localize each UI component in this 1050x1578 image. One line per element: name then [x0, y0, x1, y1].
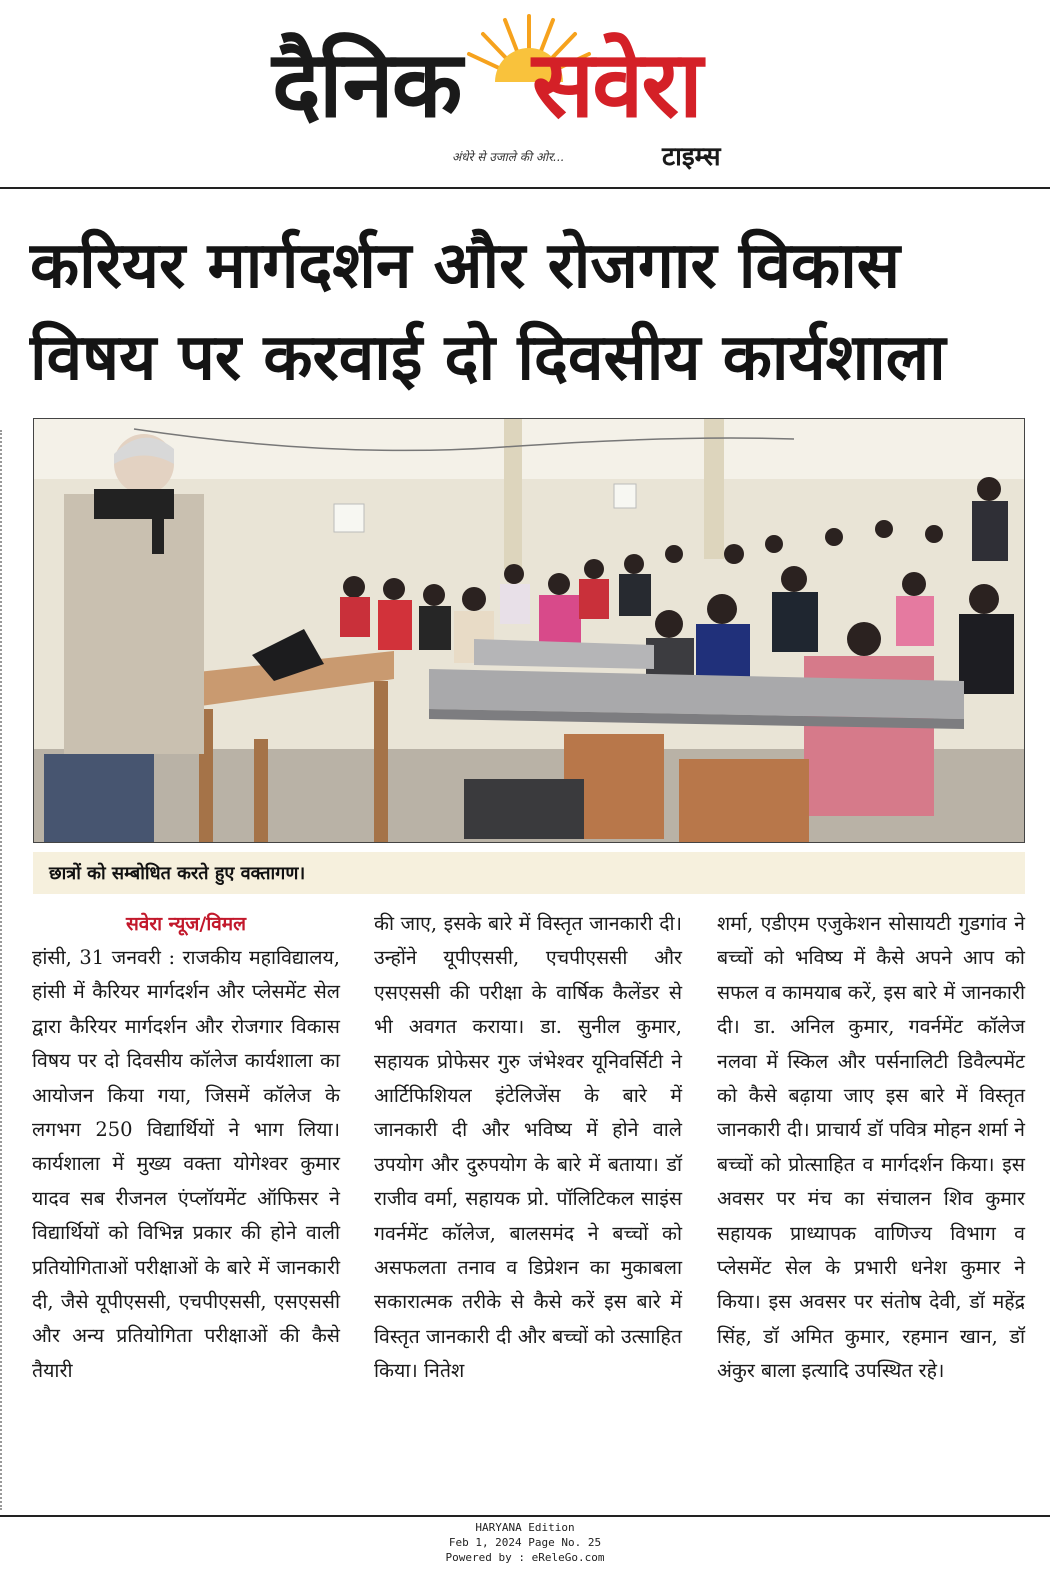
photo-caption: छात्रों को सम्बोधित करते हुए वक्तागण।: [49, 863, 306, 884]
logo-tagline: अंधेरे से उजाले की ओर...: [452, 150, 565, 164]
footer-divider: [0, 1515, 1050, 1517]
masthead: [0, 0, 1050, 188]
article-column-1: [32, 907, 340, 1388]
headline: करियर मार्गदर्शन और रोजगार विकास विषय पर करवाई दो दिवसीय कार्यशाला: [30, 229, 946, 395]
logo-name-part-2: सवेरा: [532, 31, 701, 138]
article-column-1-text: हांसी, 31 जनवरी : राजकीय महाविद्यालय, हांसी में कैरियर मार्गदर्शन और प्लेसमेंट सेल द्वारा कैरियर मार्गदर्शन और रोजगार विकास विषय पर दो दिवसीय कॉलेज कार्यशाला का आयोजन किया गया, जिसमें कॉलेज के लगभग 250 विद्यार्थियों ने भाग लिया। कार्यशाला में मुख्य वक्ता योगेश्वर कुमार यादव सब रीजनल एंप्लॉयमेंट ऑफिसर ने विद्यार्थियों को विभिन्न प्रकार की होने वाली प्रतियोगिताओं परीक्षाओं के बारे में जानकारी दी, जैसे यूपीएससी, एचपीएससी, एसएससी और अन्य प्रतियोगिता परीक्षाओं की कैसे तैयारी: [32, 946, 340, 1382]
footer-date-page: Feb 1, 2024 Page No. 25: [448, 1536, 602, 1549]
footer-powered-by: Powered by : eReleGo.com: [445, 1551, 605, 1564]
masthead-divider: [0, 187, 1050, 189]
article-column-2-text: की जाए, इसके बारे में विस्तृत जानकारी दी। उन्होंने यूपीएससी, एचपीएससी और एसएससी की परीक्षा के वार्षिक कैलेंडर से भी अवगत कराया। डा. सुनील कुमार, सहायक प्रोफेसर गुरु जंभेश्वर यूनिवर्सिटी ने आर्टिफिशियल इंटेलिजेंस के बारे में जानकारी दी और भविष्य में होने वाले उपयोग और दुरुपयोग के बारे में बताया। डॉ राजीव वर्मा, सहायक प्रो. पॉलिटिकल साइंस गवर्नमेंट कॉलेज, बालसमंद ने बच्चों को असफलता तनाव व डिप्रेशन का मुकाबला सकारात्मक तरीके से कैसे करें इस बारे में विस्तृत जानकारी दी और बच्चों को उत्साहित किया। नितेश: [374, 912, 682, 1383]
photo-caption-bar: [33, 852, 1025, 894]
logo-name-part-1: दैनिक: [272, 31, 461, 138]
article-column-3-text: शर्मा, एडीएम एजुकेशन सोसायटी गुडगांव ने बच्चों को भविष्य में कैसे अपने आप को सफल व कामयाब करें, इस बारे में जानकारी दी। डा. अनिल कुमार, गवर्नमेंट कॉलेज नलवा में स्किल और पर्सनालिटी डिवैल्पमेंट को कैसे बढ़ाया जाए इस बारे में विस्तृत जानकारी दी। प्राचार्य डॉ पवित्र मोहन शर्मा ने बच्चों को प्रोत्साहित व मार्गदर्शन किया। इस अवसर पर मंच का संचालन शिव कुमार सहायक प्राध्यापक वाणिज्य विभाग व प्लेसमेंट सेल के प्रभारी धनेश कुमार ने किया। इस अवसर पर संतोष देवी, डॉ महेंद्र सिंह, डॉ अमित कुमार, रहमान खान, डॉ अंकुर बाला इत्यादि उपस्थित रहे।: [717, 912, 1025, 1383]
news-photo: [33, 418, 1025, 843]
article-column-3: [717, 907, 1025, 1389]
byline: सवेरा न्यूज/विमल: [125, 913, 247, 935]
footer: [0, 1520, 1050, 1565]
article-column-2: [374, 907, 682, 1389]
footer-edition: HARYANA Edition: [475, 1521, 575, 1534]
logo-suffix: टाइम्स: [662, 142, 721, 172]
margin-dotted-rule: [0, 430, 6, 1510]
